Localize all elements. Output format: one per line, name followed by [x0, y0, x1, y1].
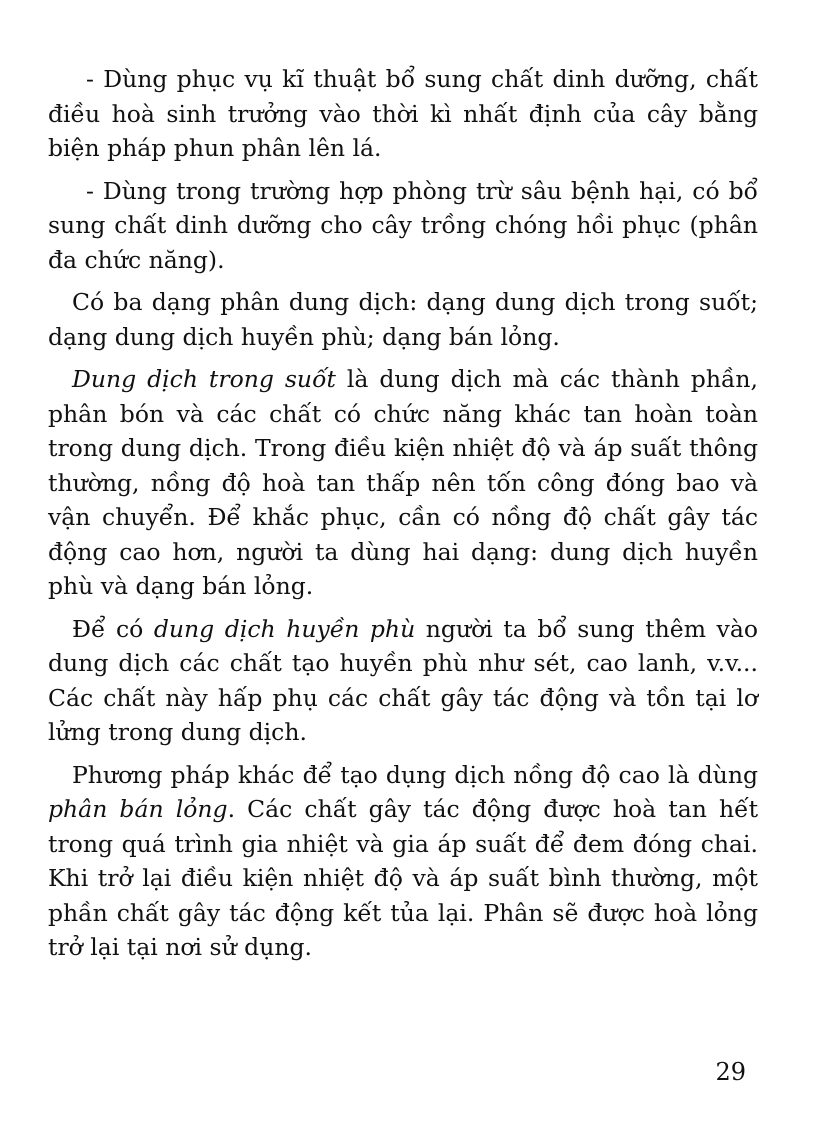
text-run: Có ba dạng phân dung dịch: dạng dung dịch trong suốt; dạng dung dịch huyền phù; dạng bán lỏng. — [48, 288, 758, 351]
text-run: - Dùng trong trường hợp phòng trừ sâu bệnh hại, có bổ sung chất dinh dưỡng cho cây trồng chóng hồi phục (phân đa chức năng). — [48, 176, 758, 274]
text-run: người ta bổ sung thêm vào dung dịch các chất tạo huyền phù như sét, cao lanh, v.v... Các chất này hấp phụ các chất gây tác động và tồn tại lơ lửng trong dung dịch. — [48, 614, 758, 746]
paragraph-pest-control — [48, 174, 758, 278]
paragraph-foliar-spray — [48, 62, 758, 166]
term-clear-solution: Dung dịch trong suốt — [72, 365, 336, 393]
text-run: . Các chất gây tác động được hoà tan hết trong quá trình gia nhiệt và gia áp suất để đem đóng chai. Khi trở lại điều kiện nhiệt độ và áp suất bình thường, một phần chất gây tác động kết tủa lại. Phân sẽ được hoà lỏng trở lại tại nơi sử dụng. — [48, 795, 759, 961]
text-run: Phương pháp khác để tạo dụng dịch nồng độ cao là dùng — [72, 760, 758, 789]
paragraph-semi-liquid — [48, 758, 758, 965]
term-suspension: dung dịch huyền phù — [153, 614, 416, 643]
paragraph-three-forms — [48, 285, 758, 354]
page-number: 29 — [715, 1057, 746, 1086]
term-semi-liquid: phân bán lỏng — [48, 795, 228, 823]
text-run: Để có — [72, 614, 154, 643]
paragraph-suspension — [48, 612, 758, 750]
paragraph-clear-solution — [48, 362, 758, 604]
text-run: - Dùng phục vụ kĩ thuật bổ sung chất dinh dưỡng, chất điều hoà sinh trưởng vào thời kì nhất định của cây bằng biện pháp phun phân lên lá. — [48, 65, 758, 162]
text-run: là dung dịch mà các thành phần, phân bón và các chất có chức năng khác tan hoàn toàn trong dung dịch. Trong điều kiện nhiệt độ và áp suất thông thường, nồng độ hoà tan thấp nên tốn công đóng bao và vận chuyển. Để khắc phục, cần có nồng độ chất gây tác động cao hơn, người ta dùng hai dạng: dung dịch huyền phù và dạng bán lỏng. — [48, 365, 758, 600]
